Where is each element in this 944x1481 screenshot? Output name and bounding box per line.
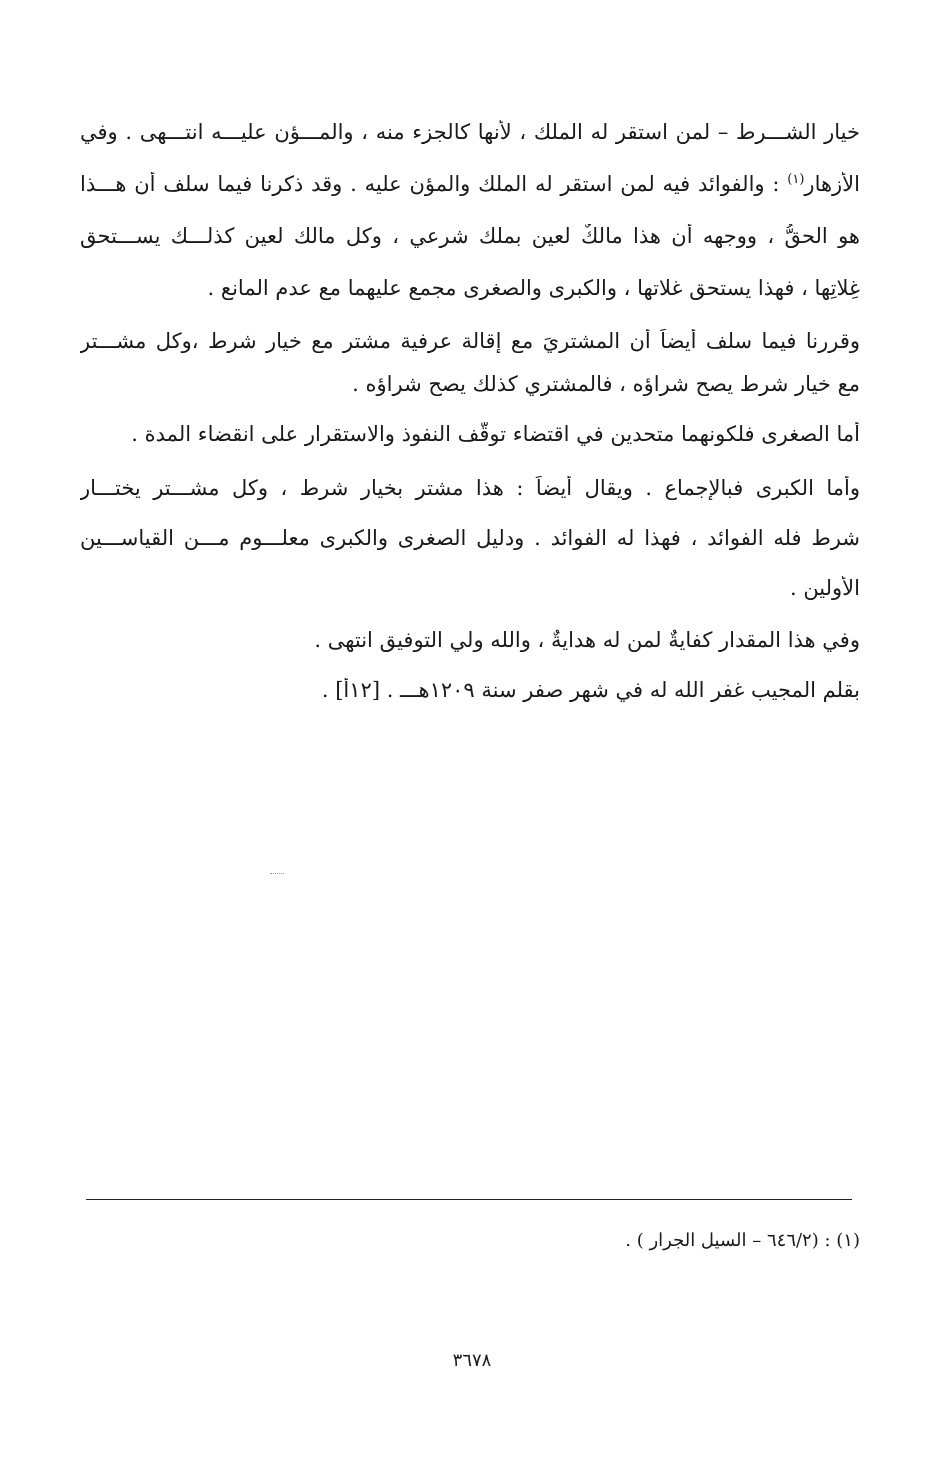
text-line: غِلاتِها ، فهذا يستحق غلاتها ، والكبرى والصغرى مجمع عليهما مع عدم المانع . [207, 276, 860, 300]
text-line: وأما الكبرى فبالإجماع . ويقال أيضاً : هذا مشترٍ بخيار شرط ، وكل مشـــترٍ يختـــار [80, 476, 860, 500]
text-line: خيار الشـــرط – لمن استقر له الملك ، لأنها كالجزء منه ، والمـــؤن عليـــه انتـــهى . وفي [80, 120, 860, 144]
scan-speck [270, 873, 284, 874]
text-line: هو الحقُّ ، ووجهه أن هذا مالكٌ لعين بملك شرعي ، وكل مالك لعين كذلـــك يســـتحق [80, 224, 860, 248]
text-line: شرط فله الفوائد ، فهذا له الفوائد . ودليل الصغرى والكبرى معلـــوم مـــن القياســـين [80, 526, 860, 550]
text-line: مع خيار شرط يصح شراؤه ، فالمشتري كذلك يصح شراؤه . [352, 372, 860, 396]
text-line: أما الصغرى فلكونهما متحدين في اقتضاء توقُّف النفوذ والاستقرار على انقضاء المدة . [131, 422, 860, 446]
text-line: بقلم المجيب غفر الله له في شهر صفر سنة ١٢٠٩هـــ . [١٢أ] . [321, 678, 860, 702]
text-line: الأولين . [789, 576, 860, 600]
page-number: ٣٦٧٨ [452, 1350, 492, 1371]
footnote-divider [86, 1199, 852, 1200]
text-fragment: : والفوائد فيه لمن استقر له الملك والمؤن عليه . وقد ذكرنا فيما سلف أن هـــذا [80, 172, 780, 196]
footnote-marker: (١) [787, 172, 805, 187]
footnote: (١) : (٦٤٦/٢ – السيل الجرار ) . [625, 1230, 860, 1251]
text-line: وفي هذا المقدار كفايةٌ لمن له هدايةٌ ، والله ولي التوفيق انتهى . [314, 628, 860, 652]
text-line [80, 172, 860, 196]
text-fragment: الأزهار [804, 172, 860, 196]
text-line: وقررنا فيما سلف أيضاً أن المشتريَ مع إقالة عرفية مشترٍ مع خيار شرط ،وكل مشـــترٍ [80, 329, 860, 353]
